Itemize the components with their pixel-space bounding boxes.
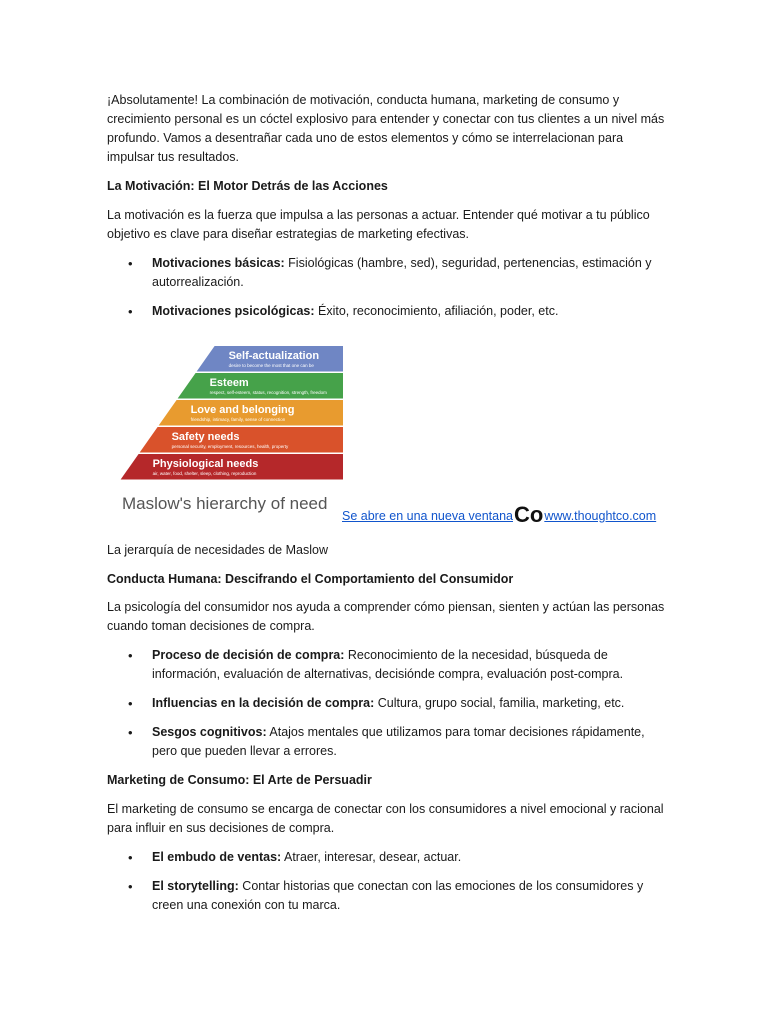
bullet-icon: •	[128, 648, 133, 663]
bullet-icon: •	[128, 850, 133, 865]
pyramid-level-title: Physiological needs	[152, 458, 259, 470]
pyramid-level-subtitle: respect, self-esteem, status, recognition, strength, freedom	[209, 390, 327, 395]
bullet-label: Motivaciones psicológicas:	[152, 304, 315, 318]
bullet-label: El embudo de ventas:	[152, 850, 282, 864]
pyramid-level-title: Love and belonging	[190, 404, 295, 416]
pyramid-graphic	[118, 344, 343, 489]
intro-paragraph: ¡Absolutamente! La combinación de motivación, conducta humana, marketing de consumo y crecimiento personal es un cóctel explosivo para entender y conectar con tus clientes a un nivel más profundo. Vamos a desentrañar cada uno de estos elementos y cómo se interrelacionan para impulsar tus resultados.	[107, 93, 665, 164]
pyramid-level-title: Self-actualization	[228, 350, 320, 362]
maslow-pyramid-image	[118, 344, 343, 519]
bullet-label: Sesgos cognitivos:	[152, 725, 267, 739]
image-caption: Maslow's hierarchy of need	[122, 494, 328, 513]
source-site-link[interactable]: www.thoughtco.com	[544, 509, 657, 523]
bullet-label: El storytelling:	[152, 879, 239, 893]
bullet-label: Proceso de decisión de compra:	[152, 648, 345, 662]
behavior-heading: Conducta Humana: Descifrando el Comportamiento del Consumidor	[107, 572, 514, 586]
pyramid-level-title: Safety needs	[171, 431, 240, 443]
source-link-row	[342, 502, 657, 527]
pyramid-level-subtitle: air, water, food, shelter, sleep, clothing, reproduction	[152, 471, 257, 476]
bullet-label: Influencias en la decisión de compra:	[152, 696, 375, 710]
bullet-text: Atajos mentales que utilizamos para tomar decisiones rápidamente, pero que pueden llevar a errores.	[152, 725, 645, 758]
open-new-window-link[interactable]: Se abre en una nueva ventana	[342, 509, 513, 523]
list-item	[128, 694, 662, 713]
bullet-icon: •	[128, 725, 133, 740]
bullet-label: Motivaciones básicas:	[152, 256, 285, 270]
motivation-paragraph: La motivación es la fuerza que impulsa a las personas a actuar. Entender qué motivar a tu público objetivo es clave para diseñar estrategias de marketing efectivas.	[107, 208, 650, 241]
list-item	[128, 254, 662, 292]
bullet-icon: •	[128, 879, 133, 894]
pyramid-level-subtitle: desire to become the most that one can be	[228, 363, 314, 368]
bullet-text: Cultura, grupo social, familia, marketing, etc.	[374, 696, 625, 710]
list-item	[128, 646, 662, 684]
list-item	[128, 848, 662, 867]
bullet-text: Éxito, reconocimiento, afiliación, poder, etc.	[314, 304, 559, 318]
marketing-paragraph: El marketing de consumo se encarga de conectar con los consumidores a nivel emocional y racional para influir en sus decisiones de compra.	[107, 802, 664, 835]
bullet-text: Reconocimiento de la necesidad, búsqueda de información, evaluación de alternativas, decisiónde compra, evaluación post-compra.	[152, 648, 624, 681]
bullet-icon: •	[128, 256, 133, 271]
bullet-icon: •	[128, 696, 133, 711]
motivation-heading: La Motivación: El Motor Detrás de las Acciones	[107, 179, 388, 193]
pyramid-level-subtitle: personal security, employment, resources, health, property	[171, 444, 289, 449]
bullet-text: Atraer, interesar, desear, actuar.	[281, 850, 462, 864]
bullet-icon: •	[128, 304, 133, 319]
pyramid-level-title: Esteem	[209, 377, 249, 389]
bullet-text: Contar historias que conectan con las emociones de los consumidores y creen una conexión con tu marca.	[152, 879, 644, 912]
list-item	[128, 302, 662, 321]
thoughtco-logo-icon: Co	[513, 502, 544, 527]
list-item	[128, 723, 662, 761]
pyramid-level-subtitle: friendship, intimacy, family, sense of connection	[190, 417, 286, 422]
behavior-paragraph: La psicología del consumidor nos ayuda a comprender cómo piensan, sienten y actúan las personas cuando toman decisiones de compra.	[107, 600, 665, 633]
figure-caption: La jerarquía de necesidades de Maslow	[107, 543, 328, 557]
bullet-text: Fisiológicas (hambre, sed), seguridad, pertenencias, estimación y autorrealización.	[152, 256, 652, 289]
marketing-heading: Marketing de Consumo: El Arte de Persuadir	[107, 773, 372, 787]
list-item	[128, 877, 662, 915]
